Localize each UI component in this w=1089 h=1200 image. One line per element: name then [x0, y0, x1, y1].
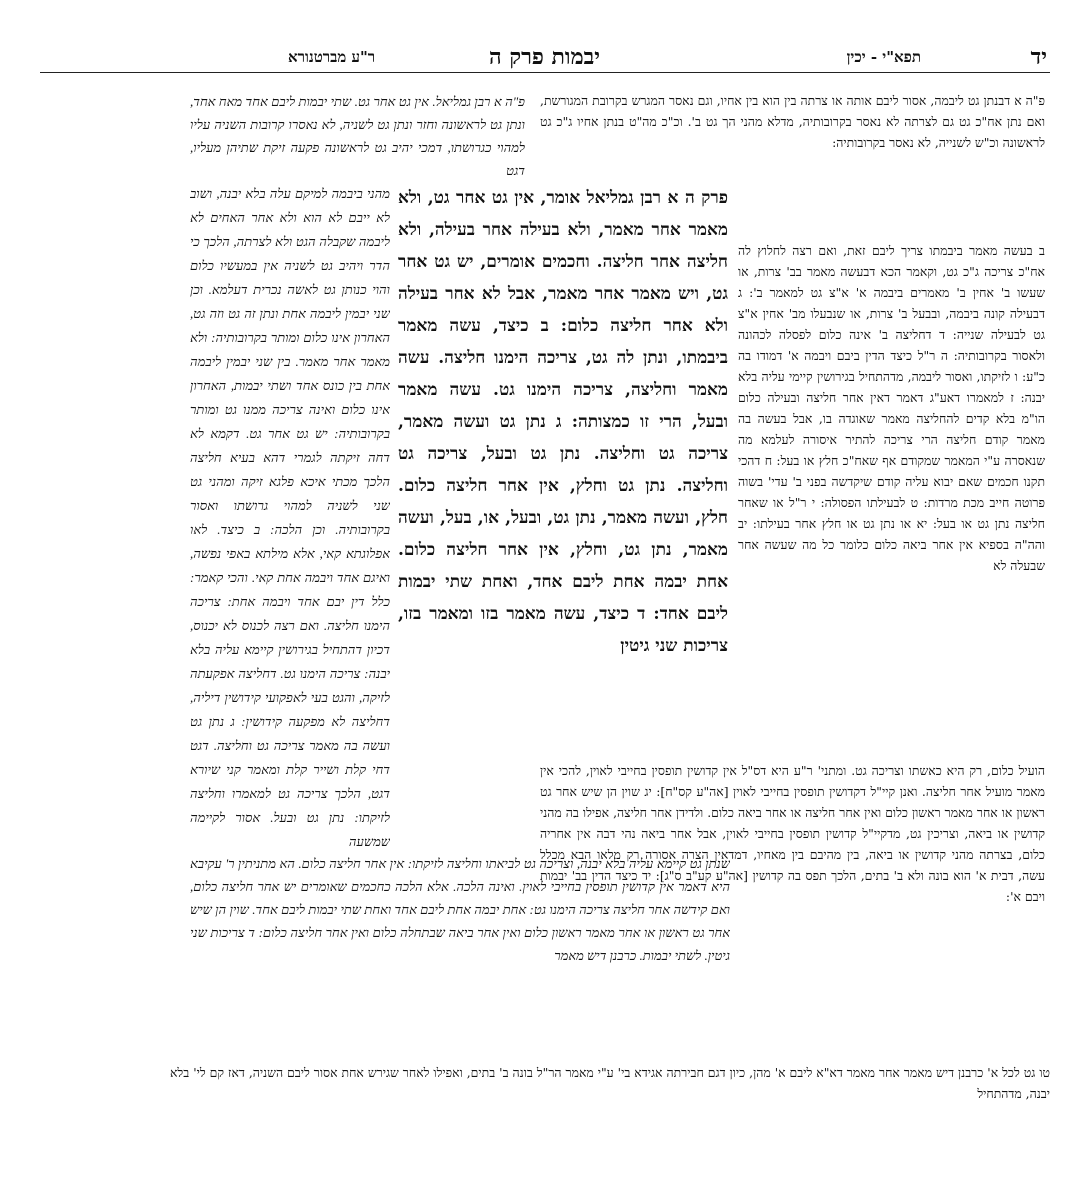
tiferet-paragraph: טו גט לכל א' כרבנן דיש מאמר אחר מאמר דא"א ליבם א' מהן, כיון דגם חבירתה אגידא בי' ע"י מאמר הר"ל בונה ב' בתים, ואפילו לאחר שגירש אחת אסור ליבם השניה, דאז קם לי' בלא יבנה, מדהתחיל — [170, 1065, 1050, 1101]
mishnah-text — [398, 182, 728, 842]
bartenura-paragraph: מהני ביבמה למיקם עלה בלא יבנה, ושוב לא ייבם לא הוא ולא אחר האחים לא ליבמה שקבלה הגט ולא לצרתה, הלכך כי הדר ויהיב גט לשניה אין במעשיו כלום והוי כנותן גט לאשה נכרית דעלמא. וכן שני יבמין ליבמה אחת ונתן זה גט וזה גט, האחרון אינו כלום ומותר בקרובותיה: ולא מאמר אחר מאמר. בין שני יבמין ליבמה אחת בין כונס אחד ושתי יבמות, האחרון אינו כלום ואינה צריכה ממנו גט ומותר בקרובותיה: יש גט אחר גט. דקמא לא דחה זיקתה לגמרי דהא בעיא חליצה הלכך מכתי איכא פלגא זיקה ומהני גט שני לשניה למהוי גרושתו ואסור בקרובותיה. וכן הלכה: ב כיצד. לאו אפלוגתא קאי, אלא מילתא באפי נפשה, ואיגם אחד ויבמה אחת קאי. והכי קאמר: כלל דין יבם אחד ויבמה אחת: צריכה הימנו חליצה. ואם רצה לכנוס לא יכנוס, דכיון דהתחיל בגירושין קיימא עליה בלא יבנה: צריכה הימנו גט. דחליצה אפקעתה לזיקה, והגט בעי לאפקועי קידושין דיליה, דחליצה לא מפקעה קידושין: ג נתן גט ועשה בה מאמר צריכה גט וחליצה. דגט דחי קלת ושייר קלת ומאמר קני שיורא דגט, הלכך צריכה גט למאמרו וחליצה לזיקתו: נתן גט ובעל. אסור לקיימה שמשעה — [190, 186, 390, 849]
bartenura-paragraph: שנתן גט קיימא עליה בלא יבנה, וצריכה גט לביאתו וחליצה לזיקתו: אין אחר חליצה כלום. הא מתניתין ר' עקיבא היא דאמר אין קדושין תופסין בחייבי לאוין. ואינה הלכה. אלא הלכה כחכמים שאומרים יש אחר חליצה כלום, ואם קידשה אחר חליצה צריכה הימנו גט: אחת יבמה אחת ליבם אחד ואחת שתי יבמות ליבם אחד. שוין הן שיש אחר גט ראשון או אחר מאמר ראשון כלום ואין אחר ביאה שבתחלה כלום ואין אחר חליצה כלום: ד צריכות שני גיטין. לשתי יבמות. כרבנן דיש מאמר — [190, 856, 730, 963]
header-divider — [40, 72, 1050, 73]
commentary-label-tiferet: תפא"י - יכין — [846, 48, 921, 66]
bartenura-paragraph: פ"ה א רבן גמליאל. אין גט אחר גט. שתי יבמות ליבם אחד מאח אחד, ונתן גט לראשונה וחזר ונתן גט לשניה, לא נאסרו קרובות השניה עליו למהוי כגרושתו, דמכי יהיב גט לראשונה פקעה זיקת שתיהן מעליו, דגט — [190, 94, 525, 178]
tiferet-paragraph: ב בעשה מאמר ביבמתו צריך ליבם זאת, ואם רצה לחלוץ לה אח"כ צריכה ג"כ גט, וקאמר הכא דבעשה מאמר בב' צרות, או שעשו ב' אחין ב' מאמרים ביבמה א' א"צ גט למאמר ב': ג דבעילה קונה ביבמה, ובבעל ב' צרות, או שנבעלו מב' אחין א"צ גט לבעילה שנייה: ד דחליצה ב' אינה כלום לפסלה לכהונה ולאסור בקרובותיה: ה ר"ל כיצד הדין ביבם ויבמה א' דמודו בה כ"ע: ו לזיקתו, ואסור ליבמה, מדהתחיל בגירושין קיימי עליה בלא יבנה: ז למאמרו דאע"ג דאמר דאין אחר חליצה ובעילה כלום הו"מ בלא קדים להחליצה מאמר שאוגדה בו, אבל בעשה בה מאמר קודם חליצה הרי צריכה להתיר איסורה לעלמא מה שנאסרה ע"י המאמר שמקודם אף שאח"כ חלץ או בעל: ח דהכי תקנו חכמים שאם יבוא עליה קודם שיקדשה בפני ב' עדי' בשוה פרוטה חייב מכת מרדות: ט לבעילתו הפסולה: י ר"ל או שאחר חליצה נתן גט או בעל: יא או נתן גט או חלץ אחר בעילתו: יב והה"ה בספיא אין אחר ביאה כלום כלומר כל מה שעשה אחר שבעלה לא — [738, 243, 1045, 573]
bartenura-commentary-top — [190, 90, 525, 182]
page-number: יד — [1030, 44, 1047, 70]
mishnah-paragraph: פרק ה א רבן גמליאל אומר, אין גט אחר גט, ולא מאמר אחר מאמר, ולא בעילה אחר בעילה, ולא חליצה אחר חליצה. וחכמים אומרים, יש גט אחר גט, ויש מאמר אחר מאמר, אבל לא אחר בעילה ולא אחר חליצה כלום: ב כיצד, עשה מאמר ביבמתו, ונתן לה גט, צריכה הימנו חליצה. עשה מאמר וחליצה, צריכה הימנו גט. עשה מאמר ובעל, הרי זו כמצותה: ג נתן גט ועשה מאמר, צריכה גט וחליצה. נתן גט ובעל, צריכה גט וחליצה. נתן גט וחלץ, אין אחר חליצה כלום. חלץ, ועשה מאמר, נתן גט, ובעל, או, בעל, ועשה מאמר, נתן גט, וחלץ, אין אחר חליצה כלום. אחת יבמה אחת ליבם אחד, ואחת שתי יבמות ליבם אחד: ד כיצד, עשה מאמר בזו ומאמר בזו, צריכות שני גיטין — [398, 188, 728, 656]
bartenura-commentary-side — [190, 182, 390, 852]
tiferet-paragraph: פ"ה א דבנתן גט ליבמה, אסור ליבם אותה או צרתה בין הוא בין אחיו, וגם נאסר המגרש בקרובת המגורשת, ואם נתן אח"כ גט גם לצרתה לא נאסר בקרובותיה, מדלא מהני הך גט ב'. וכ"כ מה"ט בנתן אחיו ג"כ גט לראשונה וכ"ש לשנייה, לא נאסר בקרובותיה: — [540, 93, 1045, 150]
commentary-label-bartenura: ר"ע מברטנורא — [288, 48, 376, 66]
tiferet-commentary-side — [738, 240, 1045, 760]
page-title: יבמות פרק ה — [489, 44, 600, 70]
bartenura-commentary-bottom — [190, 852, 730, 1058]
tiferet-paragraph: הועיל כלום, רק היא כאשתו וצריכה גט. ומתני' ר"ע היא דס"ל אין קדושין תופסין בחייבי לאוין, להכי אין מאמר מועיל אחר חליצה. ואנן קיי"ל דקדושין תופסין בחייבי לאוין [אה"ע קס"ח]: יג שוין הן שיש אחר גט ראשון או אחר מאמר ראשון כלום ואין אחר חליצה או אחר ביאה כלום. ולדידן אחר חליצה, אפילו בה מהני קדושין או ביאה, וצריכין גט, מדקיי"ל קדושין תופסין בחייבי לאוין, אבל אחר ביאה נהי דבה אין אחריה כלום, בצרתה מהני קדושין או ביאה, בין מהיבם בין מאחיו, דמדאין הצרה אסורה רק מלאו הבא מכלל עשה, דבית א' הוא בונה ולא ב' בתים, הלכך תפס בה קדושין [אה"ע קע"ב ס"ג]: יד כיצד הדין בב' יבמות ויבם א': — [540, 763, 1045, 904]
tiferet-commentary-footer — [170, 1062, 1050, 1162]
